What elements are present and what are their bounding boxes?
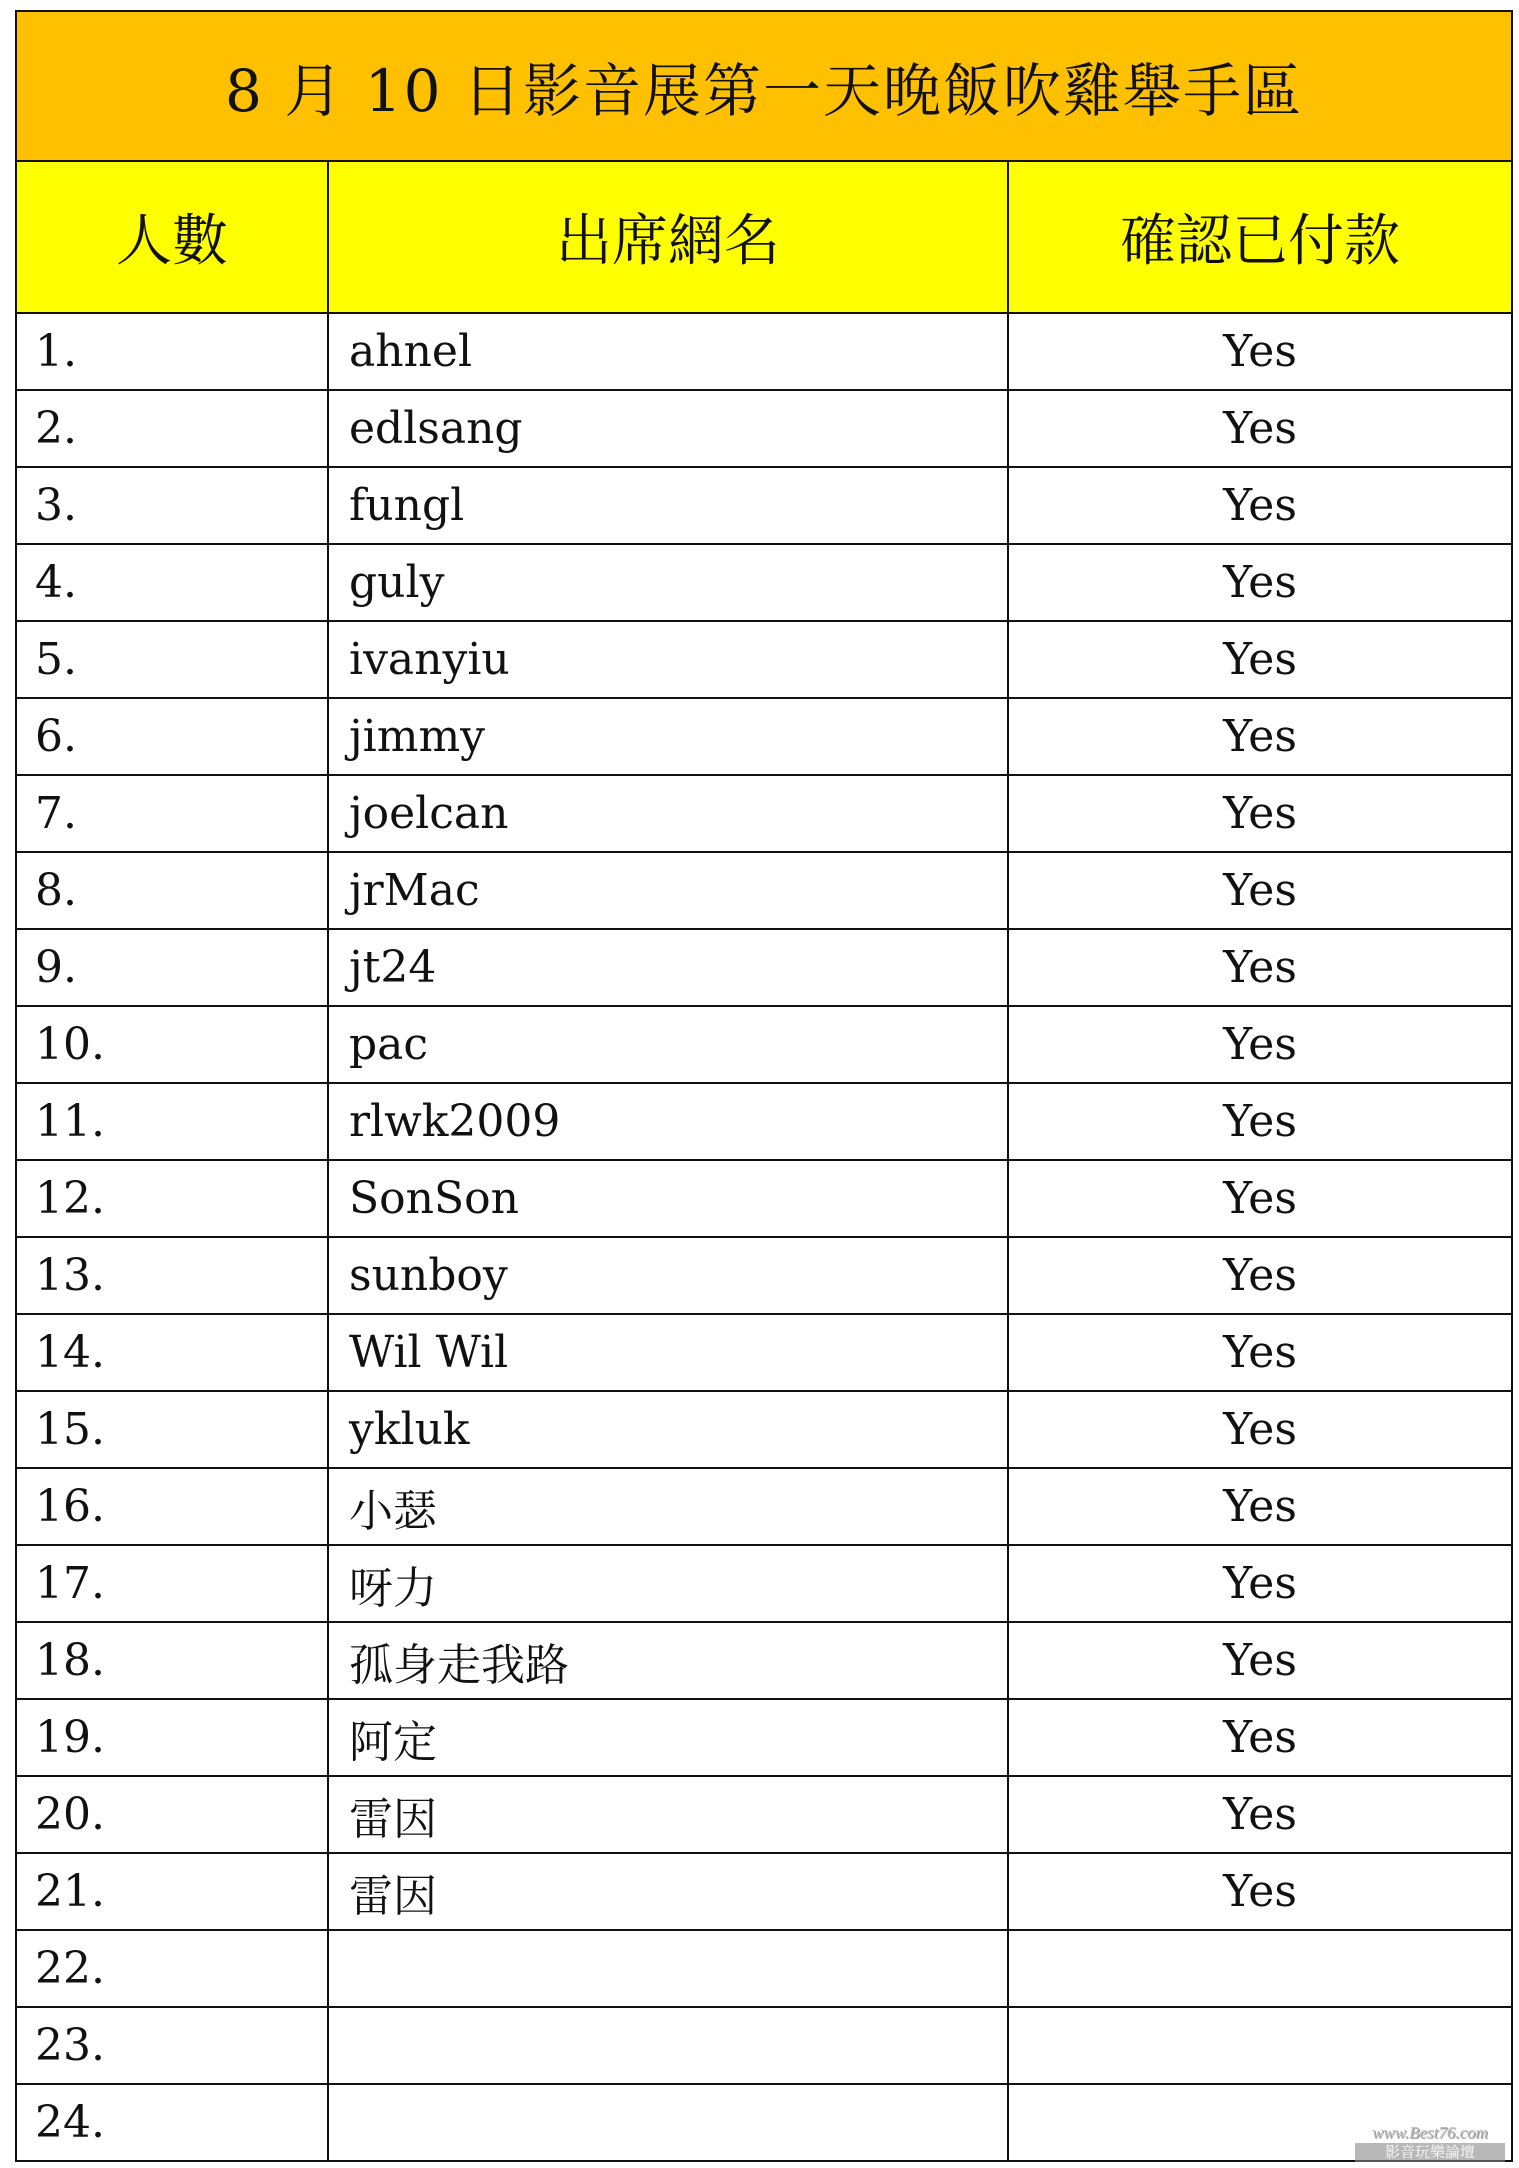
attendee-name: SonSon bbox=[328, 1160, 1008, 1237]
row-number: 2. bbox=[16, 390, 328, 467]
attendee-name: rlwk2009 bbox=[328, 1083, 1008, 1160]
header-attendee-name: 出席網名 bbox=[328, 161, 1008, 313]
row-number: 22. bbox=[16, 1930, 328, 2007]
attendee-name: Wil Wil bbox=[328, 1314, 1008, 1391]
payment-status: Yes bbox=[1008, 390, 1512, 467]
payment-status: Yes bbox=[1008, 544, 1512, 621]
attendee-name bbox=[328, 2007, 1008, 2084]
table-row bbox=[16, 1160, 1512, 1237]
payment-status: Yes bbox=[1008, 852, 1512, 929]
table-row bbox=[16, 2007, 1512, 2084]
payment-status: Yes bbox=[1008, 1545, 1512, 1622]
row-number: 14. bbox=[16, 1314, 328, 1391]
table-row bbox=[16, 1776, 1512, 1853]
row-number: 11. bbox=[16, 1083, 328, 1160]
payment-status: Yes bbox=[1008, 467, 1512, 544]
payment-status: Yes bbox=[1008, 1237, 1512, 1314]
row-number: 21. bbox=[16, 1853, 328, 1930]
row-number: 19. bbox=[16, 1699, 328, 1776]
row-number: 7. bbox=[16, 775, 328, 852]
table-row bbox=[16, 1699, 1512, 1776]
row-number: 8. bbox=[16, 852, 328, 929]
row-number: 5. bbox=[16, 621, 328, 698]
table-row bbox=[16, 698, 1512, 775]
header-row bbox=[16, 161, 1512, 313]
table-row bbox=[16, 1930, 1512, 2007]
table-row bbox=[16, 1468, 1512, 1545]
watermark-forum-name: 影音玩樂論壇 bbox=[1355, 2143, 1505, 2162]
row-number: 4. bbox=[16, 544, 328, 621]
sheet-title: 8 月 10 日影音展第一天晚飯吹雞舉手區 bbox=[16, 11, 1512, 161]
payment-status: Yes bbox=[1008, 1622, 1512, 1699]
row-number: 1. bbox=[16, 313, 328, 390]
attendee-name: 雷因 bbox=[328, 1776, 1008, 1853]
row-number: 17. bbox=[16, 1545, 328, 1622]
table-row bbox=[16, 467, 1512, 544]
row-number: 18. bbox=[16, 1622, 328, 1699]
row-number: 10. bbox=[16, 1006, 328, 1083]
table-row bbox=[16, 1545, 1512, 1622]
attendee-name: 孤身走我路 bbox=[328, 1622, 1008, 1699]
table-row bbox=[16, 1006, 1512, 1083]
table-row bbox=[16, 1622, 1512, 1699]
attendee-name: ivanyiu bbox=[328, 621, 1008, 698]
attendee-name: 小瑟 bbox=[328, 1468, 1008, 1545]
payment-status: Yes bbox=[1008, 1853, 1512, 1930]
payment-status: Yes bbox=[1008, 1776, 1512, 1853]
attendee-name: sunboy bbox=[328, 1237, 1008, 1314]
table-row bbox=[16, 775, 1512, 852]
row-number: 24. bbox=[16, 2084, 328, 2161]
attendee-name: pac bbox=[328, 1006, 1008, 1083]
payment-status: Yes bbox=[1008, 1468, 1512, 1545]
payment-status: Yes bbox=[1008, 1391, 1512, 1468]
row-number: 20. bbox=[16, 1776, 328, 1853]
table-row bbox=[16, 1083, 1512, 1160]
payment-status: Yes bbox=[1008, 1699, 1512, 1776]
payment-status: Yes bbox=[1008, 621, 1512, 698]
table-row bbox=[16, 621, 1512, 698]
payment-status: Yes bbox=[1008, 1083, 1512, 1160]
attendee-name: ykluk bbox=[328, 1391, 1008, 1468]
attendee-name: 呀力 bbox=[328, 1545, 1008, 1622]
header-payment-confirmed: 確認已付款 bbox=[1008, 161, 1512, 313]
payment-status: Yes bbox=[1008, 698, 1512, 775]
attendee-name: joelcan bbox=[328, 775, 1008, 852]
forum-watermark-logo bbox=[1355, 2124, 1505, 2162]
attendee-name: edlsang bbox=[328, 390, 1008, 467]
attendee-name: fungl bbox=[328, 467, 1008, 544]
table-row bbox=[16, 929, 1512, 1006]
watermark-url: www.Best76.com bbox=[1372, 2123, 1488, 2142]
attendee-name bbox=[328, 2084, 1008, 2161]
row-number: 6. bbox=[16, 698, 328, 775]
table-row bbox=[16, 313, 1512, 390]
table-row bbox=[16, 1853, 1512, 1930]
attendee-name: guly bbox=[328, 544, 1008, 621]
row-number: 16. bbox=[16, 1468, 328, 1545]
attendee-name: jimmy bbox=[328, 698, 1008, 775]
attendee-name: 雷因 bbox=[328, 1853, 1008, 1930]
table-row bbox=[16, 544, 1512, 621]
table-row bbox=[16, 1391, 1512, 1468]
row-number: 12. bbox=[16, 1160, 328, 1237]
attendee-name: ahnel bbox=[328, 313, 1008, 390]
table-row bbox=[16, 852, 1512, 929]
table-row bbox=[16, 1237, 1512, 1314]
signup-table bbox=[15, 10, 1513, 2162]
row-number: 23. bbox=[16, 2007, 328, 2084]
table-row bbox=[16, 1314, 1512, 1391]
payment-status: Yes bbox=[1008, 313, 1512, 390]
payment-status: Yes bbox=[1008, 1314, 1512, 1391]
payment-status: Yes bbox=[1008, 1006, 1512, 1083]
payment-status: Yes bbox=[1008, 929, 1512, 1006]
payment-status bbox=[1008, 2007, 1512, 2084]
row-number: 13. bbox=[16, 1237, 328, 1314]
payment-status: Yes bbox=[1008, 1160, 1512, 1237]
attendee-name: jrMac bbox=[328, 852, 1008, 929]
payment-status bbox=[1008, 1930, 1512, 2007]
attendee-name bbox=[328, 1930, 1008, 2007]
row-number: 3. bbox=[16, 467, 328, 544]
table-row bbox=[16, 2084, 1512, 2161]
attendee-name: 阿定 bbox=[328, 1699, 1008, 1776]
row-number: 9. bbox=[16, 929, 328, 1006]
header-count: 人數 bbox=[16, 161, 328, 313]
row-number: 15. bbox=[16, 1391, 328, 1468]
table-row bbox=[16, 390, 1512, 467]
title-row bbox=[16, 11, 1512, 161]
payment-status: Yes bbox=[1008, 775, 1512, 852]
attendee-name: jt24 bbox=[328, 929, 1008, 1006]
